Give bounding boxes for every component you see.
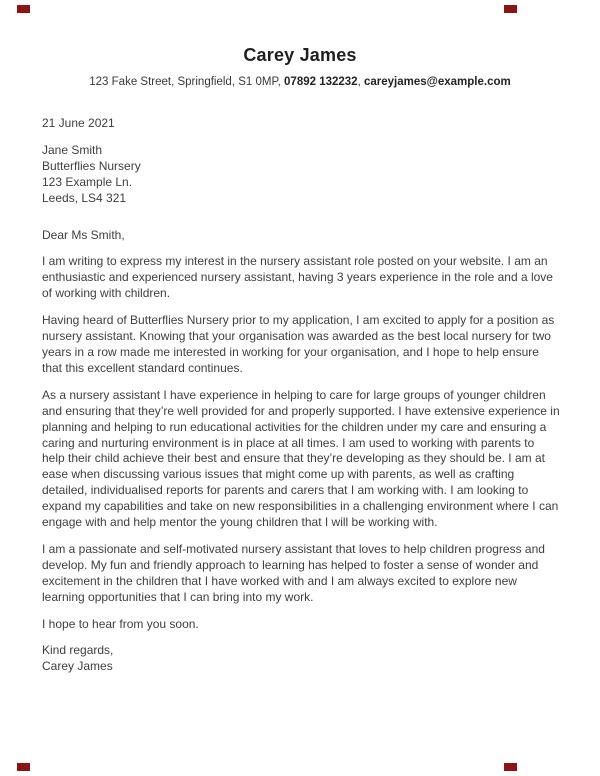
recipient-name: Jane Smith	[42, 142, 103, 157]
contact-address: 123 Fake Street, Springfield, S1 0MP,	[89, 76, 285, 88]
signoff-block	[42, 643, 560, 675]
letter-body	[0, 88, 600, 675]
letter-date: 21 June 2021	[42, 116, 115, 130]
corner-mark-bottom-right	[504, 763, 517, 771]
sign-off: Kind regards,	[42, 643, 114, 658]
applicant-name: Carey James	[243, 45, 357, 65]
recipient-block	[42, 143, 560, 207]
corner-mark-top-left	[17, 5, 30, 13]
signature-name: Carey James	[42, 659, 113, 674]
contact-email: careyjames@example.com	[363, 76, 511, 88]
paragraph-qualities: I am a passionate and self-motivated nursery assistant that loves to help children progress and develop. My fun and friendly approach to learning has helped to foster a sense of wonder and excitement in the children that I have worked with and I am always excited to explore new learning opportunities that I can bring into my work.	[42, 541, 545, 604]
closing-line: I hope to hear from you soon.	[42, 616, 199, 631]
corner-mark-bottom-left	[17, 763, 30, 771]
recipient-city: Leeds, LS4 321	[42, 190, 127, 205]
salutation: Dear Ms Smith,	[42, 227, 125, 242]
paragraph-motivation: Having heard of Butterflies Nursery prior to my application, I am excited to apply for a position as nursery assistant. Knowing that your organisation was awarded as the best local nursery for two years in a row made me interested in working for your organisation, and I hope to help ensure that this excellent standard continues.	[42, 313, 555, 375]
paragraph-experience: As a nursery assistant I have experience in helping to care for large groups of younger children and ensuring that they’re well provided for and properly supported. I have extensive experience in planning and helping to run educational activities for the children under my care and ensuring a caring and nurturing environment is in place at all times. I am used to working with parents to help their child achieve their best and ensure that they’re developing as they should be. I am at ease when discussing various issues that might come up with parents, as well as crafting detailed, individualised reports for parents and carers that I am working with. I am looking to expand my capabilities and take on new responsibilities in a challenging environment where I can engage with and help mentor the young children that I will be working with.	[42, 387, 560, 530]
contact-phone: 07892 132232	[284, 76, 358, 88]
contact-separator: ,	[357, 76, 364, 88]
recipient-street: 123 Example Ln.	[42, 174, 133, 189]
recipient-company: Butterflies Nursery	[42, 158, 141, 173]
corner-mark-top-right	[504, 5, 517, 13]
contact-line	[0, 76, 600, 88]
letter-header	[0, 0, 600, 88]
paragraph-intro: I am writing to express my interest in the nursery assistant role posted on your website. I am an enthusiastic and experienced nursery assistant, having 3 years experience in the role and a love of working with children.	[42, 254, 553, 301]
